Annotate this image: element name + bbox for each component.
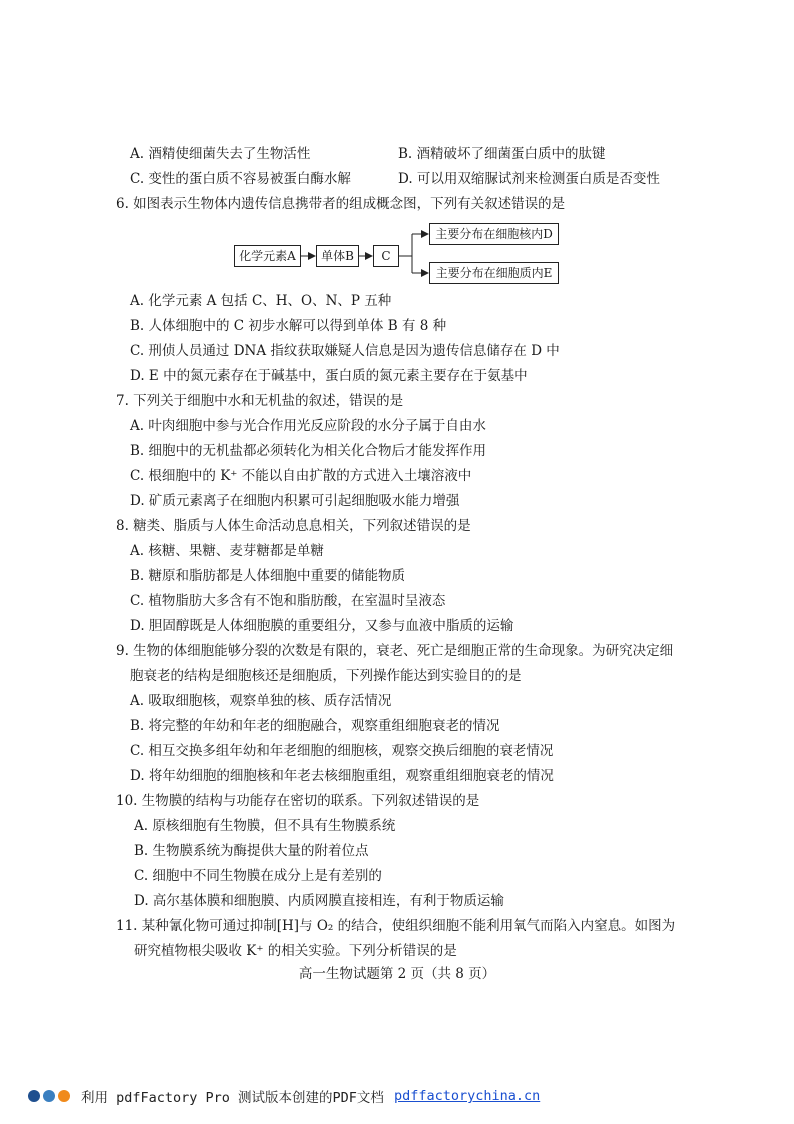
logo-dot-3 xyxy=(58,1090,70,1102)
q9-option-d: D. 将年幼细胞的细胞核和年老去核细胞重组，观察重组细胞衰老的情况 xyxy=(130,768,554,784)
q11-stem-line2: 研究植物根尖吸收 K⁺ 的相关实验。下列分析错误的是 xyxy=(134,943,457,959)
q5-option-b: B. 酒精破坏了细菌蛋白质中的肽键 xyxy=(398,146,606,162)
logo-dot-1 xyxy=(28,1090,40,1102)
q7-option-c: C. 根细胞中的 K⁺ 不能以自由扩散的方式进入土壤溶液中 xyxy=(130,468,472,484)
diagram-arrows xyxy=(0,0,794,320)
q8-option-d: D. 胆固醇既是人体细胞膜的重要组分，又参与血液中脂质的运输 xyxy=(130,618,514,634)
q8-option-b: B. 糖原和脂肪都是人体细胞中重要的储能物质 xyxy=(130,568,406,584)
q10-stem: 10. 生物膜的结构与功能存在密切的联系。下列叙述错误的是 xyxy=(116,793,480,809)
q5-option-d: D. 可以用双缩脲试剂来检测蛋白质是否变性 xyxy=(398,171,660,187)
q10-option-c: C. 细胞中不同生物膜在成分上是有差别的 xyxy=(134,868,382,884)
diagram-box-e: 主要分布在细胞质内E xyxy=(429,262,559,284)
watermark-text: 利用 pdfFactory Pro 测试版本创建的PDF文档 xyxy=(81,1090,384,1106)
page-footer: 高一生物试题第 2 页（共 8 页） xyxy=(298,966,496,982)
logo-dot-2 xyxy=(43,1090,55,1102)
q10-option-b: B. 生物膜系统为酶提供大量的附着位点 xyxy=(134,843,369,859)
q8-option-c: C. 植物脂肪大多含有不饱和脂肪酸，在室温时呈液态 xyxy=(130,593,446,609)
watermark-link[interactable]: pdffactorychina.cn xyxy=(393,1088,541,1104)
q7-stem: 7. 下列关于细胞中水和无机盐的叙述，错误的是 xyxy=(116,393,404,409)
diagram-box-c: C xyxy=(373,245,399,267)
q6-option-d: D. E 中的氮元素存在于碱基中，蛋白质的氮元素主要存在于氨基中 xyxy=(130,368,528,384)
q9-option-b: B. 将完整的年幼和年老的细胞融合，观察重组细胞衰老的情况 xyxy=(130,718,500,734)
q7-option-d: D. 矿质元素离子在细胞内积累可引起细胞吸水能力增强 xyxy=(130,493,460,509)
pdf-watermark-banner xyxy=(28,1086,540,1106)
q9-stem-line2: 胞衰老的结构是细胞核还是细胞质，下列操作能达到实验目的的是 xyxy=(130,668,522,684)
q7-option-a: A. 叶肉细胞中参与光合作用光反应阶段的水分子属于自由水 xyxy=(130,418,486,434)
q5-option-c: C. 变性的蛋白质不容易被蛋白酶水解 xyxy=(130,171,351,187)
q6-option-b: B. 人体细胞中的 C 初步水解可以得到单体 B 有 8 种 xyxy=(130,318,447,334)
q5-option-a: A. 酒精使细菌失去了生物活性 xyxy=(130,146,311,162)
q6-option-a: A. 化学元素 A 包括 C、H、O、N、P 五种 xyxy=(130,293,392,309)
q6-stem: 6. 如图表示生物体内遗传信息携带者的组成概念图，下列有关叙述错误的是 xyxy=(116,196,566,212)
q8-stem: 8. 糖类、脂质与人体生命活动息息相关，下列叙述错误的是 xyxy=(116,518,471,534)
q7-option-b: B. 细胞中的无机盐都必须转化为相关化合物后才能发挥作用 xyxy=(130,443,487,459)
q9-option-c: C. 相互交换多组年幼和年老细胞的细胞核，观察交换后细胞的衰老情况 xyxy=(130,743,554,759)
diagram-box-a: 化学元素A xyxy=(234,245,301,267)
q9-option-a: A. 吸取细胞核，观察单独的核、质存活情况 xyxy=(130,693,392,709)
q8-option-a: A. 核糖、果糖、麦芽糖都是单糖 xyxy=(130,543,324,559)
diagram-box-d: 主要分布在细胞核内D xyxy=(429,223,559,245)
q10-option-a: A. 原核细胞有生物膜，但不具有生物膜系统 xyxy=(134,818,396,834)
q11-stem-line1: 11. 某种氰化物可通过抑制[H]与 O₂ 的结合，使组织细胞不能利用氧气而陷入内窒息。如图为 xyxy=(116,918,676,934)
q6-option-c: C. 刑侦人员通过 DNA 指纹获取嫌疑人信息是因为遗传信息储存在 D 中 xyxy=(130,343,560,359)
q10-option-d: D. 高尔基体膜和细胞膜、内质网膜直接相连，有利于物质运输 xyxy=(134,893,504,909)
q9-stem-line1: 9. 生物的体细胞能够分裂的次数是有限的，衰老、死亡是细胞正常的生命现象。为研究决定细 xyxy=(116,643,674,659)
diagram-box-b: 单体B xyxy=(316,245,359,267)
